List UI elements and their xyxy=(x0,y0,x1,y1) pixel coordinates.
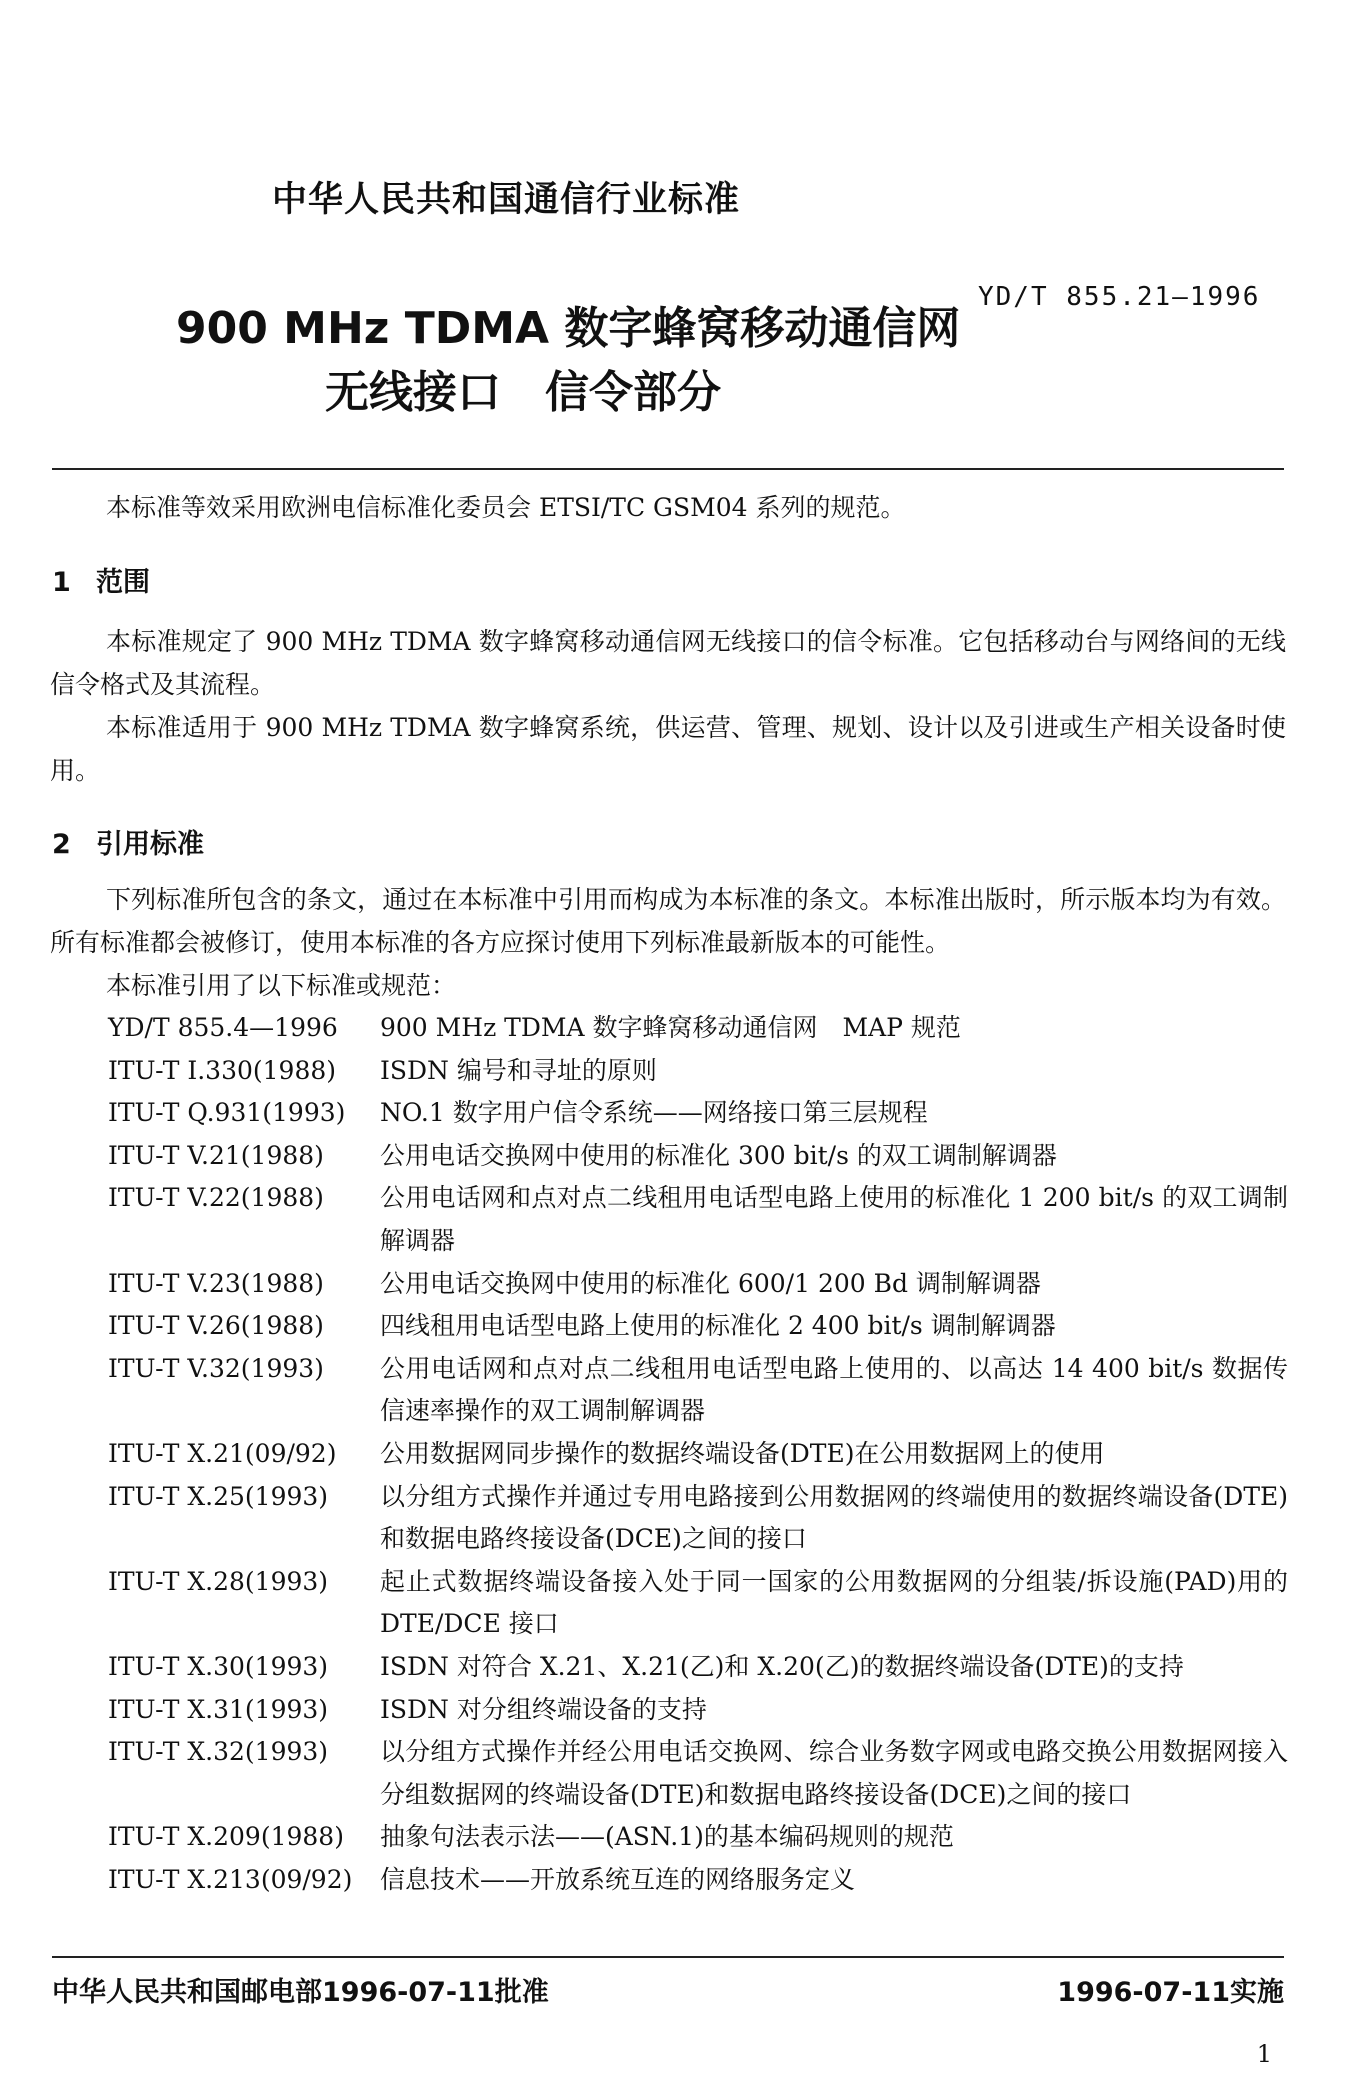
header-divider xyxy=(52,468,1284,470)
section-2-paragraph-2: 本标准引用了以下标准或规范： xyxy=(106,971,457,1000)
section-1-paragraph-2: 本标准适用于 900 MHz TDMA 数字蜂窝系统，供运营、管理、规划、设计以及引进或生产相关设备时使用。 xyxy=(50,713,1286,785)
intro-paragraph: 本标准等效采用欧洲电信标准化委员会 ETSI/TC GSM04 系列的规范。 xyxy=(106,493,906,522)
section-number: 2 xyxy=(52,829,71,860)
reference-item xyxy=(108,1348,1288,1433)
reference-title: 四线租用电话型电路上使用的标准化 2 400 bit/s 调制解调器 xyxy=(380,1311,1056,1341)
reference-title: ISDN 对分组终端设备的支持 xyxy=(380,1694,707,1724)
reference-code: ITU-T X.25(1993) xyxy=(108,1481,329,1511)
reference-code: ITU-T X.21(09/92) xyxy=(108,1438,337,1468)
page-number: 1 xyxy=(1256,2040,1272,2068)
reference-item xyxy=(108,1305,1288,1348)
reference-title: 信息技术——开放系统互连的网络服务定义 xyxy=(380,1864,856,1894)
implementation-date: 1996-07-11实施 xyxy=(1057,1977,1284,2008)
reference-code: ITU-T V.32(1993) xyxy=(108,1353,324,1383)
reference-item xyxy=(108,1816,1288,1859)
reference-code: ITU-T X.31(1993) xyxy=(108,1694,329,1724)
reference-item xyxy=(108,1561,1288,1646)
reference-code: ITU-T I.330(1988) xyxy=(108,1055,337,1085)
reference-item xyxy=(108,1689,1288,1732)
reference-title: 公用电话交换网中使用的标准化 300 bit/s 的双工调制解调器 xyxy=(380,1140,1057,1170)
reference-title: 起止式数据终端设备接入处于同一国家的公用数据网的分组装/拆设施(PAD)用的 DTE/DCE 接口 xyxy=(380,1566,1288,1639)
reference-code: ITU-T V.23(1988) xyxy=(108,1268,324,1298)
industry-standard-header: 中华人民共和国通信行业标准 xyxy=(272,180,741,220)
reference-item xyxy=(108,1263,1288,1306)
reference-item xyxy=(108,1050,1288,1093)
footer-divider xyxy=(52,1956,1284,1958)
section-2-paragraph-1: 下列标准所包含的条文，通过在本标准中引用而构成为本标准的条文。本标准出版时，所示版本均为有效。所有标准都会被修订，使用本标准的各方应探讨使用下列标准最新版本的可能性。 xyxy=(50,885,1286,957)
reference-code: ITU-T X.32(1993) xyxy=(108,1737,329,1767)
reference-code: ITU-T V.21(1988) xyxy=(108,1140,324,1170)
standard-title-line2: 无线接口 信令部分 xyxy=(325,367,721,418)
standard-title-line1: 900 MHz TDMA 数字蜂窝移动通信网 xyxy=(176,303,961,354)
reference-code: ITU-T X.209(1988) xyxy=(108,1822,344,1852)
reference-item xyxy=(108,1859,1288,1902)
reference-item xyxy=(108,1092,1288,1135)
reference-title: 公用电话交换网中使用的标准化 600/1 200 Bd 调制解调器 xyxy=(380,1268,1041,1298)
reference-code: ITU-T V.26(1988) xyxy=(108,1311,324,1341)
reference-title: 以分组方式操作并通过专用电路接到公用数据网的终端使用的数据终端设备(DTE)和数据电路终接设备(DCE)之间的接口 xyxy=(380,1481,1288,1554)
standard-number: YD/T 855.21—1996 xyxy=(978,282,1261,312)
reference-title: NO.1 数字用户信令系统——网络接口第三层规程 xyxy=(380,1098,928,1128)
reference-item xyxy=(108,1731,1288,1816)
section-2-heading xyxy=(52,822,204,861)
section-1-heading xyxy=(52,560,150,599)
reference-code: ITU-T X.30(1993) xyxy=(108,1651,329,1681)
reference-item xyxy=(108,1476,1288,1561)
reference-title: 抽象句法表示法——(ASN.1)的基本编码规则的规范 xyxy=(380,1822,954,1852)
reference-code: ITU-T V.22(1988) xyxy=(108,1183,324,1213)
reference-item xyxy=(108,1177,1288,1262)
reference-list xyxy=(108,1007,1288,1901)
reference-code: ITU-T Q.931(1993) xyxy=(108,1098,346,1128)
reference-title: 公用数据网同步操作的数据终端设备(DTE)在公用数据网上的使用 xyxy=(380,1438,1105,1468)
reference-title: ISDN 对符合 X.21、X.21(乙)和 X.20(乙)的数据终端设备(DTE)的支持 xyxy=(380,1651,1184,1681)
reference-title: 以分组方式操作并经公用电话交换网、综合业务数字网或电路交换公用数据网接入分组数据网的终端设备(DTE)和数据电路终接设备(DCE)之间的接口 xyxy=(380,1737,1288,1809)
reference-title: 900 MHz TDMA 数字蜂窝移动通信网 MAP 规范 xyxy=(380,1013,961,1042)
reference-title: 公用电话网和点对点二线租用电话型电路上使用的标准化 1 200 bit/s 的双工调制解调器 xyxy=(380,1183,1288,1255)
reference-code: ITU-T X.213(09/92) xyxy=(108,1864,353,1894)
reference-code: ITU-T X.28(1993) xyxy=(108,1566,329,1596)
reference-title: ISDN 编号和寻址的原则 xyxy=(380,1055,657,1085)
section-title: 范围 xyxy=(96,567,150,598)
section-1-paragraph-1: 本标准规定了 900 MHz TDMA 数字蜂窝移动通信网无线接口的信令标准。它包括移动台与网络间的无线信令格式及其流程。 xyxy=(50,627,1286,699)
reference-title: 公用电话网和点对点二线租用电话型电路上使用的、以高达 14 400 bit/s 数据传信速率操作的双工调制解调器 xyxy=(380,1353,1288,1426)
reference-item xyxy=(108,1135,1288,1178)
reference-item xyxy=(108,1646,1288,1689)
reference-item xyxy=(108,1007,1288,1050)
reference-code: YD/T 855.4—1996 xyxy=(108,1013,338,1042)
reference-item xyxy=(108,1433,1288,1476)
section-title: 引用标准 xyxy=(96,829,204,860)
approval-line: 中华人民共和国邮电部1996-07-11批准 xyxy=(52,1977,549,2008)
section-number: 1 xyxy=(52,567,71,598)
